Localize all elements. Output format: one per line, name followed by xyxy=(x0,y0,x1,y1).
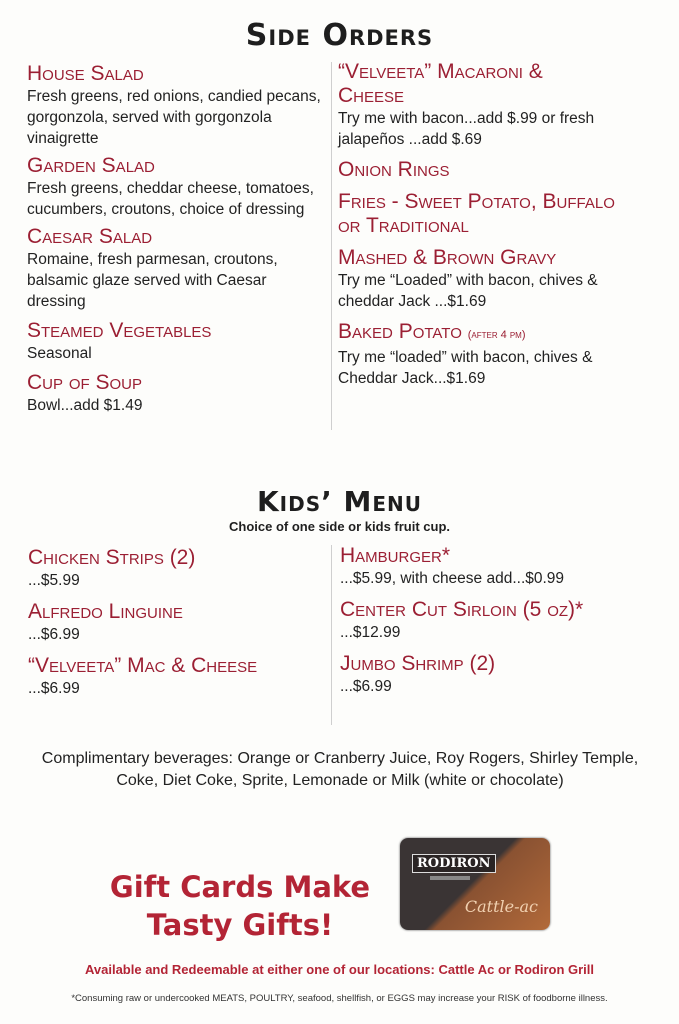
menu-item-garden-salad xyxy=(27,154,327,220)
foodborne-disclaimer: *Consuming raw or undercooked MEATS, POULTRY, seafood, shellfish, or EGGS may increase your RISK of foodborne illness. xyxy=(71,993,608,1004)
item-description: Try me “Loaded” with bacon, chives & cheddar Jack ...$1.69 xyxy=(338,272,598,310)
item-title: Garden Salad xyxy=(27,154,155,177)
item-title: Mashed & Brown Gravy xyxy=(338,246,557,269)
item-description: Fresh greens, red onions, candied pecans, gorgonzola, served with gorgonzola vinaigrette xyxy=(27,88,321,147)
kids-item-hamburger xyxy=(340,544,660,589)
kids-left-column xyxy=(28,546,328,699)
kids-item-chicken-strips xyxy=(28,546,328,591)
kids-menu-subtitle: Choice of one side or kids fruit cup. xyxy=(228,519,451,534)
kids-item-alfredo xyxy=(28,600,328,645)
item-title: Cup of Soup xyxy=(27,371,143,394)
gift-card-image xyxy=(400,838,550,930)
item-price: ...$6.99 xyxy=(340,678,392,695)
item-price: ...$5.99 xyxy=(28,572,80,589)
side-orders-left-column xyxy=(27,62,327,416)
kids-menu-divider xyxy=(331,545,332,725)
side-orders-right-column xyxy=(338,60,638,389)
item-title: Alfredo Linguine xyxy=(28,600,183,623)
item-title: Steamed Vegetables xyxy=(27,319,212,342)
side-orders-heading: Side Orders xyxy=(245,18,434,53)
menu-item-baked-potato xyxy=(338,320,638,389)
menu-item-mashed-gravy xyxy=(338,246,638,312)
gift-card-logo: RODIRON xyxy=(412,854,496,873)
kids-right-column xyxy=(340,544,660,697)
kids-item-shrimp xyxy=(340,652,660,697)
gift-cards-line2: Tasty Gifts! xyxy=(146,908,334,942)
item-price: ...$6.99 xyxy=(28,626,80,643)
gift-availability: Available and Redeemable at either one of our locations: Cattle Ac or Rodiron Grill xyxy=(84,962,595,977)
menu-item-cup-of-soup xyxy=(27,371,327,416)
item-title: “Velveeta” Macaroni & Cheese xyxy=(338,60,543,107)
menu-item-velveeta-macaroni xyxy=(338,60,638,150)
gift-card-decor xyxy=(430,876,470,880)
item-description: Fresh greens, cheddar cheese, tomatoes, cucumbers, croutons, choice of dressing xyxy=(27,180,314,218)
item-title: Caesar Salad xyxy=(27,225,153,248)
menu-item-house-salad xyxy=(27,62,327,149)
item-price: ...$12.99 xyxy=(340,624,401,641)
item-description: Bowl...add $1.49 xyxy=(27,397,143,414)
item-title-text: Baked Potato xyxy=(338,320,462,343)
item-description: Try me “loaded” with bacon, chives & Cheddar Jack...$1.69 xyxy=(338,349,593,387)
gift-card-script-logo: Cattle-ac xyxy=(464,897,538,916)
menu-item-steamed-vegetables xyxy=(27,319,327,364)
item-description: Try me with bacon...add $.99 or fresh jalapeños ...add $.69 xyxy=(338,110,595,148)
item-price: ...$5.99, with cheese add...$0.99 xyxy=(340,570,565,587)
menu-item-caesar-salad xyxy=(27,225,327,312)
beverages-note: Complimentary beverages: Orange or Cranberry Juice, Roy Rogers, Shirley Temple, Coke, Diet Coke, Sprite, Lemonade or Milk (white or chocolate) xyxy=(41,750,639,789)
item-title-note: (after 4 pm) xyxy=(467,329,526,341)
item-description: Romaine, fresh parmesan, croutons, balsamic glaze served with Caesar dressing xyxy=(27,251,278,310)
gift-cards-line1: Gift Cards Make xyxy=(109,870,371,904)
item-price: ...$6.99 xyxy=(28,680,80,697)
item-title: Onion Rings xyxy=(338,158,450,181)
item-title: Chicken Strips (2) xyxy=(28,546,196,569)
kids-item-sirloin xyxy=(340,598,660,643)
item-description: Seasonal xyxy=(27,345,92,362)
item-title: Jumbo Shrimp (2) xyxy=(340,652,496,675)
item-title: “Velveeta” Mac & Cheese xyxy=(28,654,258,677)
item-title: Fries - Sweet Potato, Buffalo or Traditional xyxy=(338,190,615,237)
item-title: House Salad xyxy=(27,62,144,85)
item-title: Center Cut Sirloin (5 oz)* xyxy=(340,598,584,621)
kids-item-mac-cheese xyxy=(28,654,328,699)
menu-item-fries xyxy=(338,190,638,238)
kids-menu-heading: Kids’ Menu xyxy=(256,485,423,518)
menu-item-onion-rings xyxy=(338,158,638,182)
item-title: Hamburger* xyxy=(340,544,451,567)
side-orders-divider xyxy=(331,62,332,430)
item-title xyxy=(338,320,638,347)
